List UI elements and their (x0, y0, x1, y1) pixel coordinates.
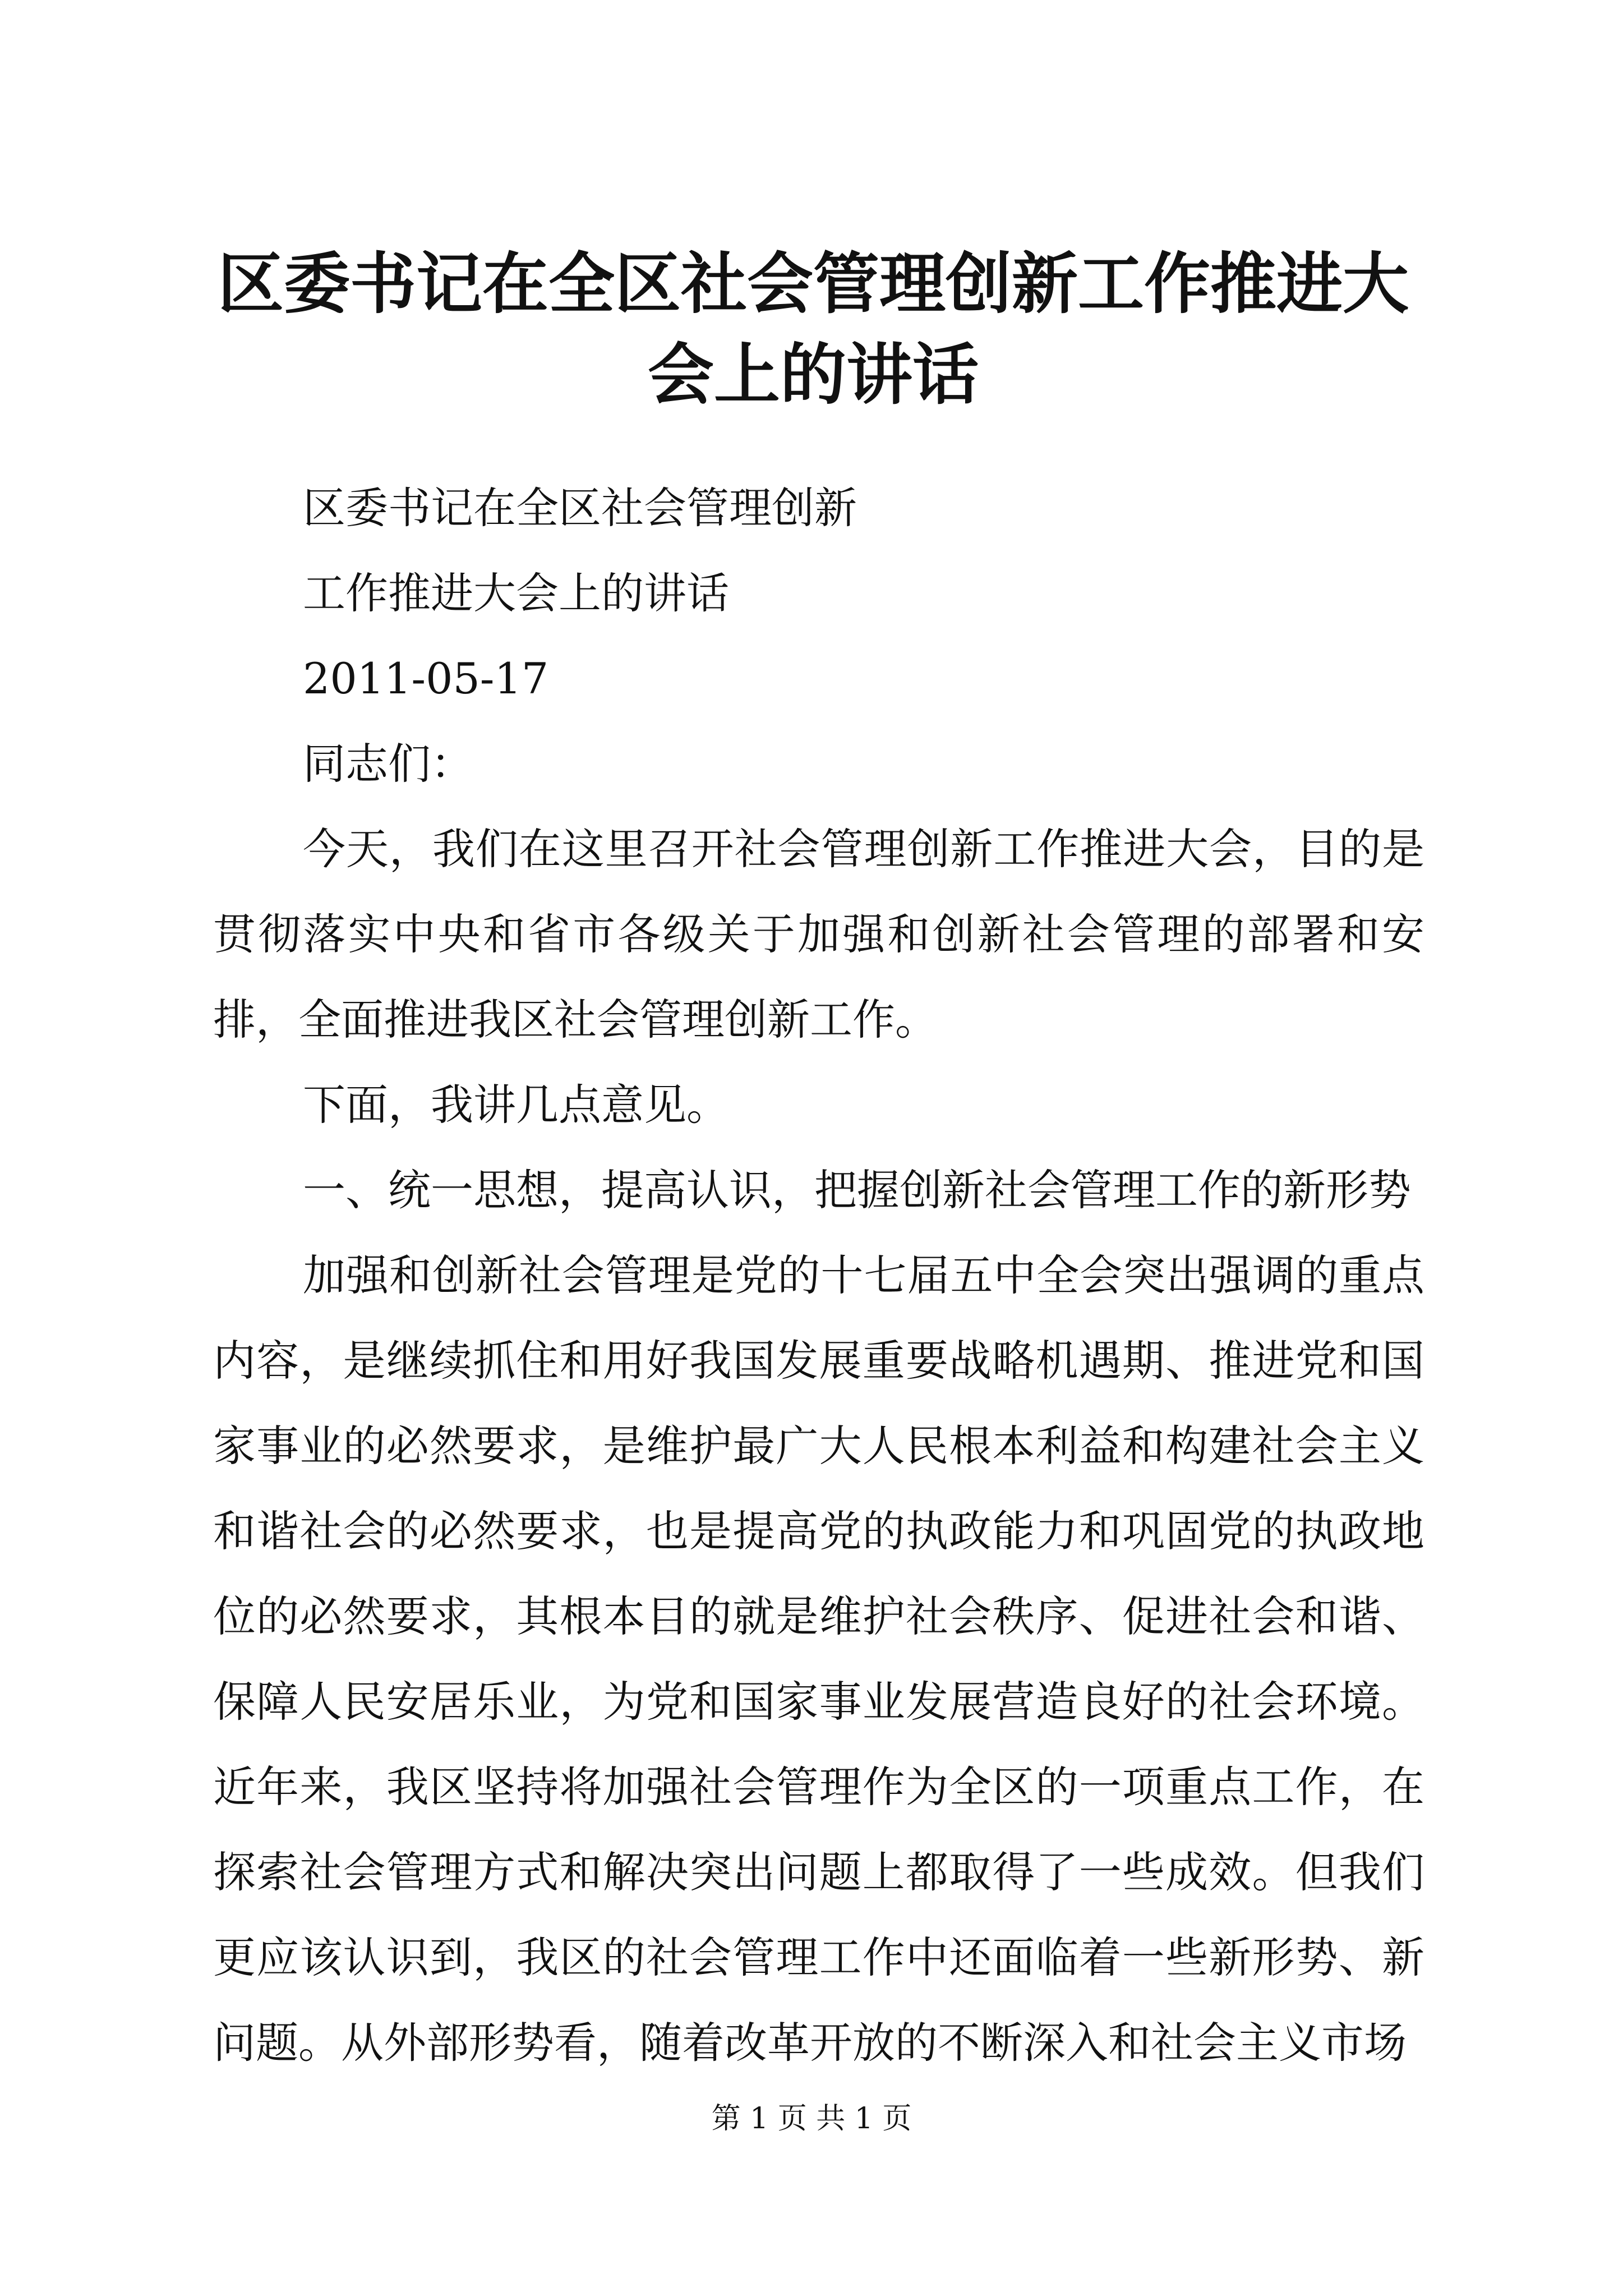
paragraph-transition: 下面，我讲几点意见。 (303, 1080, 729, 1130)
page-number-footer: 第 1 页 共 1 页 (711, 2102, 912, 2136)
subtitle-line-1: 区委书记在全区社会管理创新 (303, 483, 857, 533)
salutation: 同志们： (303, 739, 473, 789)
document-title: 区委书记在全区社会管理创新工作推进大会上的讲话 (217, 245, 1409, 413)
section-heading-1: 一、统一思想，提高认识，把握创新社会管理工作的新形势 (303, 1165, 1411, 1215)
document-body (213, 466, 1424, 2086)
paragraph-section-1: 加强和创新社会管理是党的十七届五中全会突出强调的重点内容，是继续抓住和用好我国发展重要战略机遇期、推进党和国家事业的必然要求，是维护最广大人民根本利益和构建社会主义和谐社会的必然要求，也是提高党的执政能力和巩固党的执政地位的必然要求，其根本目的就是维护社会秩序、促进社会和谐、保障人民安居乐业，为党和国家事业发展营造良好的社会环境。近年来，我区坚持将加强社会管理作为全区的一项重点工作，在探索社会管理方式和解决突出问题上都取得了一些成效。但我们更应该认识到，我区的社会管理工作中还面临着一些新形势、新问题。从外部形势看，随着改革开放的不断深入和社会主义市场 (213, 1250, 1424, 2068)
subtitle-line-2: 工作推进大会上的讲话 (303, 568, 729, 618)
document-date: 2011-05-17 (303, 654, 549, 703)
paragraph-intro: 今天，我们在这里召开社会管理创新工作推进大会，目的是贯彻落实中央和省市各级关于加强和创新社会管理的部署和安排，全面推进我区社会管理创新工作。 (213, 824, 1424, 1045)
